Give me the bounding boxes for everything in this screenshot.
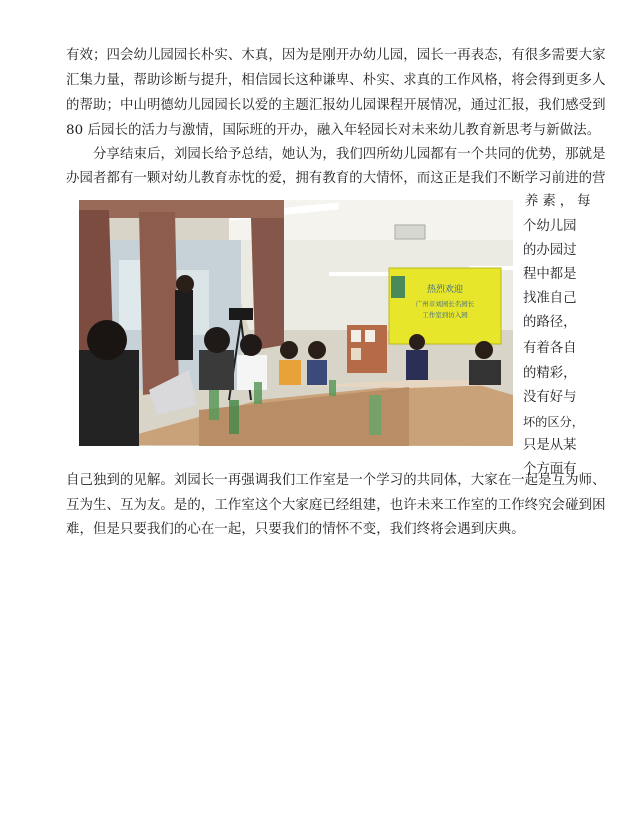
side-line-6: 的路径， <box>523 315 577 330</box>
meeting-photo <box>79 200 513 446</box>
side-line-1: 养素，每 <box>525 194 595 209</box>
side-line-7: 有着各自 <box>523 341 577 356</box>
paragraph-1-line-3: 的帮助；中山明德幼儿园园长以爱的主题汇报幼儿园课程开展情况，通过汇报，我们感受到 <box>66 98 606 113</box>
side-line-8: 的精彩， <box>523 366 577 381</box>
paragraph-2-line-1: 分享结束后，刘园长给予总结，她认为，我们四所幼儿园都有一个共同的优势，那就是 <box>93 147 606 162</box>
side-line-3: 的办园过 <box>523 243 577 258</box>
screen-line-3: 工作室到访入园 <box>422 311 468 319</box>
paragraph-1-line-1: 有效；四会幼儿园园长朴实、木真，因为是刚开办幼儿园，园长一再表态，有很多需要大家 <box>66 48 606 63</box>
screen-line-1: 热烈欢迎 <box>426 285 464 295</box>
paragraph-1-line-4: 80 后园长的活力与激情，国际班的开办，融入年轻园长对未来幼儿教育新思考与新做法。 <box>66 123 601 138</box>
paragraph-2-line-after-1: 自己独到的见解。刘园长一再强调我们工作室是一个学习的共同体，大家在一起是互为师、 <box>66 473 606 488</box>
paragraph-2-line-2: 办园者都有一颗对幼儿教育赤忱的爱，拥有教育的大情怀，而这正是我们不断学习前进的营 <box>66 171 606 186</box>
screen-line-2: 广州市刘园长名园长 <box>415 300 475 308</box>
side-line-11: 只是从某 <box>523 438 577 453</box>
side-line-9: 没有好与 <box>523 390 577 405</box>
side-line-2: 个幼儿园 <box>523 219 577 234</box>
meeting-photo-illustration <box>79 200 513 446</box>
paragraph-1-line-2: 汇集力量，帮助诊断与提升，相信园长这种谦卑、朴实、求真的工作风格，将会得到更多人 <box>66 73 606 88</box>
side-line-4: 程中都是 <box>523 267 577 282</box>
side-line-5: 找准自己 <box>523 291 577 306</box>
side-line-10: 坏的区分， <box>523 415 584 429</box>
side-line-12: 个方面有 <box>523 462 577 477</box>
paragraph-2-line-after-3: 难，但是只要我们的心在一起，只要我们的情怀不变，我们终将会遇到庆典。 <box>66 522 525 537</box>
paragraph-2-line-after-2: 互为生、互为友。是的，工作室这个大家庭已经组建，也许未来工作室的工作终究会碰到困 <box>66 498 606 513</box>
